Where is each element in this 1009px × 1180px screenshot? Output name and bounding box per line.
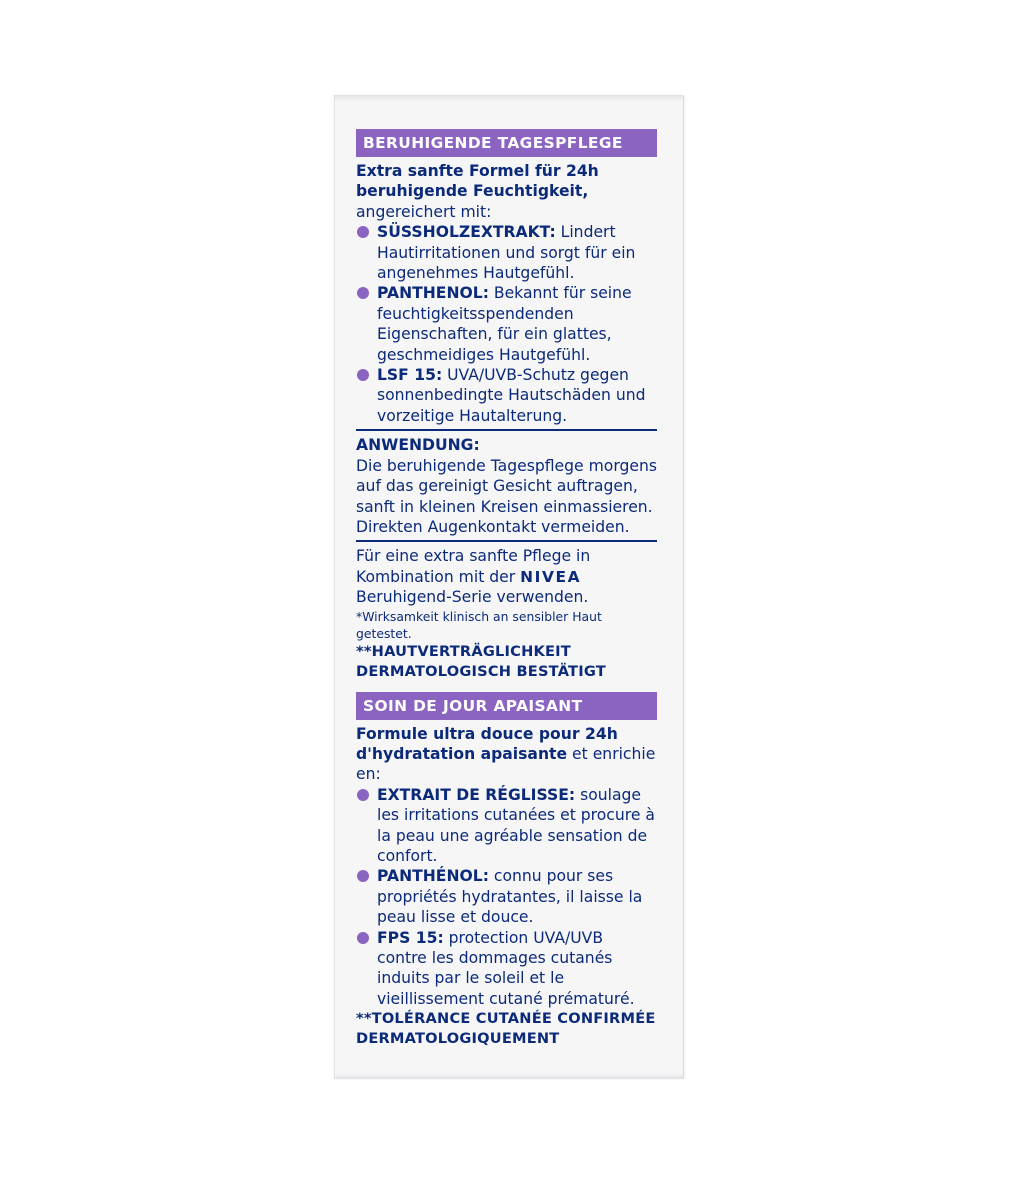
usage-text: Die beruhigende Tagespflege morgens auf das gereinigt Gesicht auftragen, sanft in kleinen Kreisen einmassieren. Direkten Augenkontakt vermeiden. bbox=[356, 456, 657, 536]
ingredient-description: connu pour ses propriétés hydratantes, il laisse la peau lisse et douce. bbox=[377, 867, 643, 927]
footnote: *Wirksamkeit klinisch an sensibler Haut getestet. bbox=[356, 608, 602, 641]
intro-de-regular: angereichert mit: bbox=[356, 202, 492, 221]
bullet-dot-icon bbox=[357, 789, 369, 801]
ingredient-description: Bekannt für seine feuchtigkeitsspendenden Eigenschaften, für ein glattes, geschmeidiges Hautgefühl. bbox=[377, 284, 632, 364]
ingredient-description: soulage les irritations cutanées et procure à la peau une agréable sensation de confort. bbox=[377, 785, 655, 865]
tolerance-note-fr: **TOLÉRANCE CUTANÉE CONFIRMÉE DERMATOLOGIQUEMENT bbox=[356, 1010, 656, 1048]
intro-de-bold: Extra sanfte Formel für 24h beruhigende Feuchtigkeit, bbox=[356, 162, 599, 201]
ingredient-list-fr bbox=[356, 785, 657, 1009]
ingredient-description: protection UVA/UVB contre les dommages cutanés induits par le soleil et le vieillissement cutané prématuré. bbox=[377, 928, 635, 1008]
bullet-dot-icon bbox=[357, 226, 369, 238]
ingredient-name: PANTHENOL: bbox=[377, 284, 489, 303]
ingredient-name: FPS 15: bbox=[377, 928, 444, 947]
list-item bbox=[356, 222, 657, 283]
ingredient-list-de bbox=[356, 222, 657, 426]
section-header-de: BERUHIGENDE TAGESPFLEGE bbox=[356, 129, 657, 157]
brand-name: NIVEA bbox=[520, 567, 582, 586]
bullet-dot-icon bbox=[357, 870, 369, 882]
divider bbox=[356, 540, 657, 542]
bullet-dot-icon bbox=[357, 287, 369, 299]
list-item bbox=[356, 928, 657, 1010]
tolerance-note-de: **HAUTVERTRÄGLICHKEIT DERMATOLOGISCH BESTÄTIGT bbox=[356, 642, 606, 680]
intro-fr-bold: Formule ultra douce pour 24h d'hydratation apaisante bbox=[356, 724, 618, 763]
usage-title: ANWENDUNG: bbox=[356, 436, 480, 455]
list-item bbox=[356, 283, 657, 365]
list-item bbox=[356, 785, 657, 867]
combination-note bbox=[356, 546, 657, 607]
ingredient-name: EXTRAIT DE RÉGLISSE: bbox=[377, 785, 576, 804]
section-header-fr: SOIN DE JOUR APAISANT bbox=[356, 692, 657, 720]
list-item bbox=[356, 866, 657, 927]
label-text-area bbox=[356, 129, 657, 1049]
ingredient-name: SÜSSHOLZEXTRAKT: bbox=[377, 223, 556, 242]
intro-fr-regular: et enrichie en: bbox=[356, 744, 656, 784]
ingredient-name: PANTHÉNOL: bbox=[377, 867, 489, 886]
package-side-panel bbox=[334, 95, 684, 1079]
combination-pre: Für eine extra sanfte Pflege in Kombination mit der bbox=[356, 547, 591, 586]
intro-fr bbox=[356, 724, 657, 785]
bullet-dot-icon bbox=[357, 932, 369, 944]
divider bbox=[356, 429, 657, 431]
intro-de bbox=[356, 161, 657, 222]
ingredient-description: UVA/UVB-Schutz gegen sonnenbedingte Hautschäden und vorzeitige Hautalterung. bbox=[377, 366, 646, 425]
ingredient-name: LSF 15: bbox=[377, 366, 443, 385]
combination-post: Beruhigend-Serie verwenden. bbox=[356, 588, 589, 607]
list-item bbox=[356, 365, 657, 426]
bullet-dot-icon bbox=[357, 369, 369, 381]
ingredient-description: Lindert Hautirritationen und sorgt für ein angenehmes Hautgefühl. bbox=[377, 223, 636, 283]
